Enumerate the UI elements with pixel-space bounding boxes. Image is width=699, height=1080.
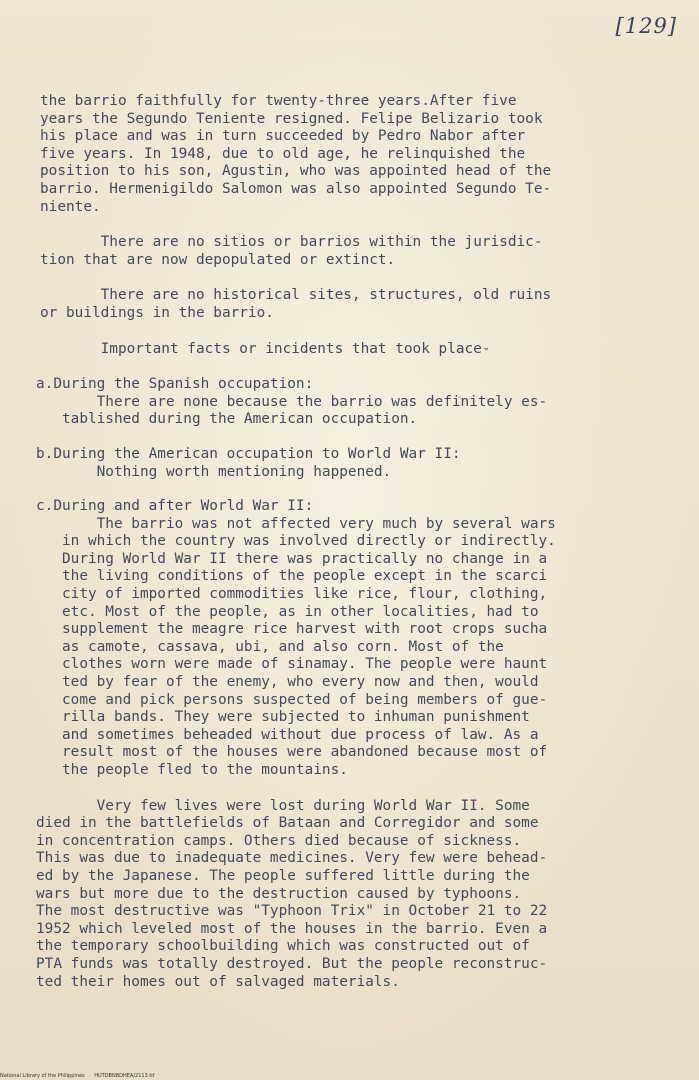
library-name: National Library of the Philippines: [0, 1073, 85, 1079]
paragraph-barrio-leadership: the barrio faithfully for twenty-three years.After five years the Segundo Teniente resigned. Felipe Belizario took his place and was in turn succeeded by Pedro Nabor after five years. In 1948, due to old age, he relinquished the position to his son, Agustin, who was appointed head of the barrio. Hermenigildo Salomon was also appointed Segundo Te- niente.: [40, 93, 552, 215]
paragraph-historical-sites: There are no historical sites, structures, old ruins or buildings in the barrio.: [40, 287, 552, 321]
paragraph-important-facts: Important facts or incidents that took place-: [40, 340, 491, 357]
section-american-occupation: b.During the American occupation to World War II: Nothing worth mentioning happened.: [36, 445, 461, 480]
document-body: [0, 93, 699, 991]
section-world-war-ii: c.During and after World War II: The barrio was not affected very much by several wars in which the country was involved directly or indirectly. During World War II there was practically no change in a the living conditions of the people except in the scarci city of imported commodities like rice, flour, clothing, etc. Most of the people, as in other localities, had to supplement the meagre rice harvest with root crops sucha as camote, cassava, ubi, and also corn. Most of the clothes worn were made of sinamay. The people were haunt ted by fear of the enemy, who every now and then, would come and pick persons suspected of being members of gue- rilla bands. They were subjected to inhuman punishment and sometimes beheaded without due process of law. As a result most of the houses were abandoned because most of the people fled to the mountains.: [36, 498, 556, 778]
paragraph-sitios: There are no sitios or barrios within the jurisdic- tion that are now depopulated or extinct.: [40, 234, 543, 268]
archive-footer: [0, 1073, 162, 1079]
paragraph-lives-lost: Very few lives were lost during World War II. Some died in the battlefields of Bataan and Corregidor and some in concentration camps. Others died because of sickness. This was due to inadequate medicines. Very few were behead- ed by the Japanese. The people suffered little during the wars but more due to the destruction caused by typhoons. The most destructive was "Typhoon Trix" in October 21 to 22 1952 which leveled most of the houses in the barrio. Even a the temporary schoolbuilding which was constructed out of PTA funds was totally destroyed. But the people reconstruc- ted their homes out of salvaged materials.: [36, 797, 548, 990]
section-spanish-occupation: a.During the Spanish occupation: There are none because the barrio was definitely es- tablished during the American occupation.: [36, 376, 548, 428]
file-identifier: HUTDBNBDHEA/2113.tif: [94, 1073, 155, 1079]
page-number: [129]: [615, 14, 677, 38]
